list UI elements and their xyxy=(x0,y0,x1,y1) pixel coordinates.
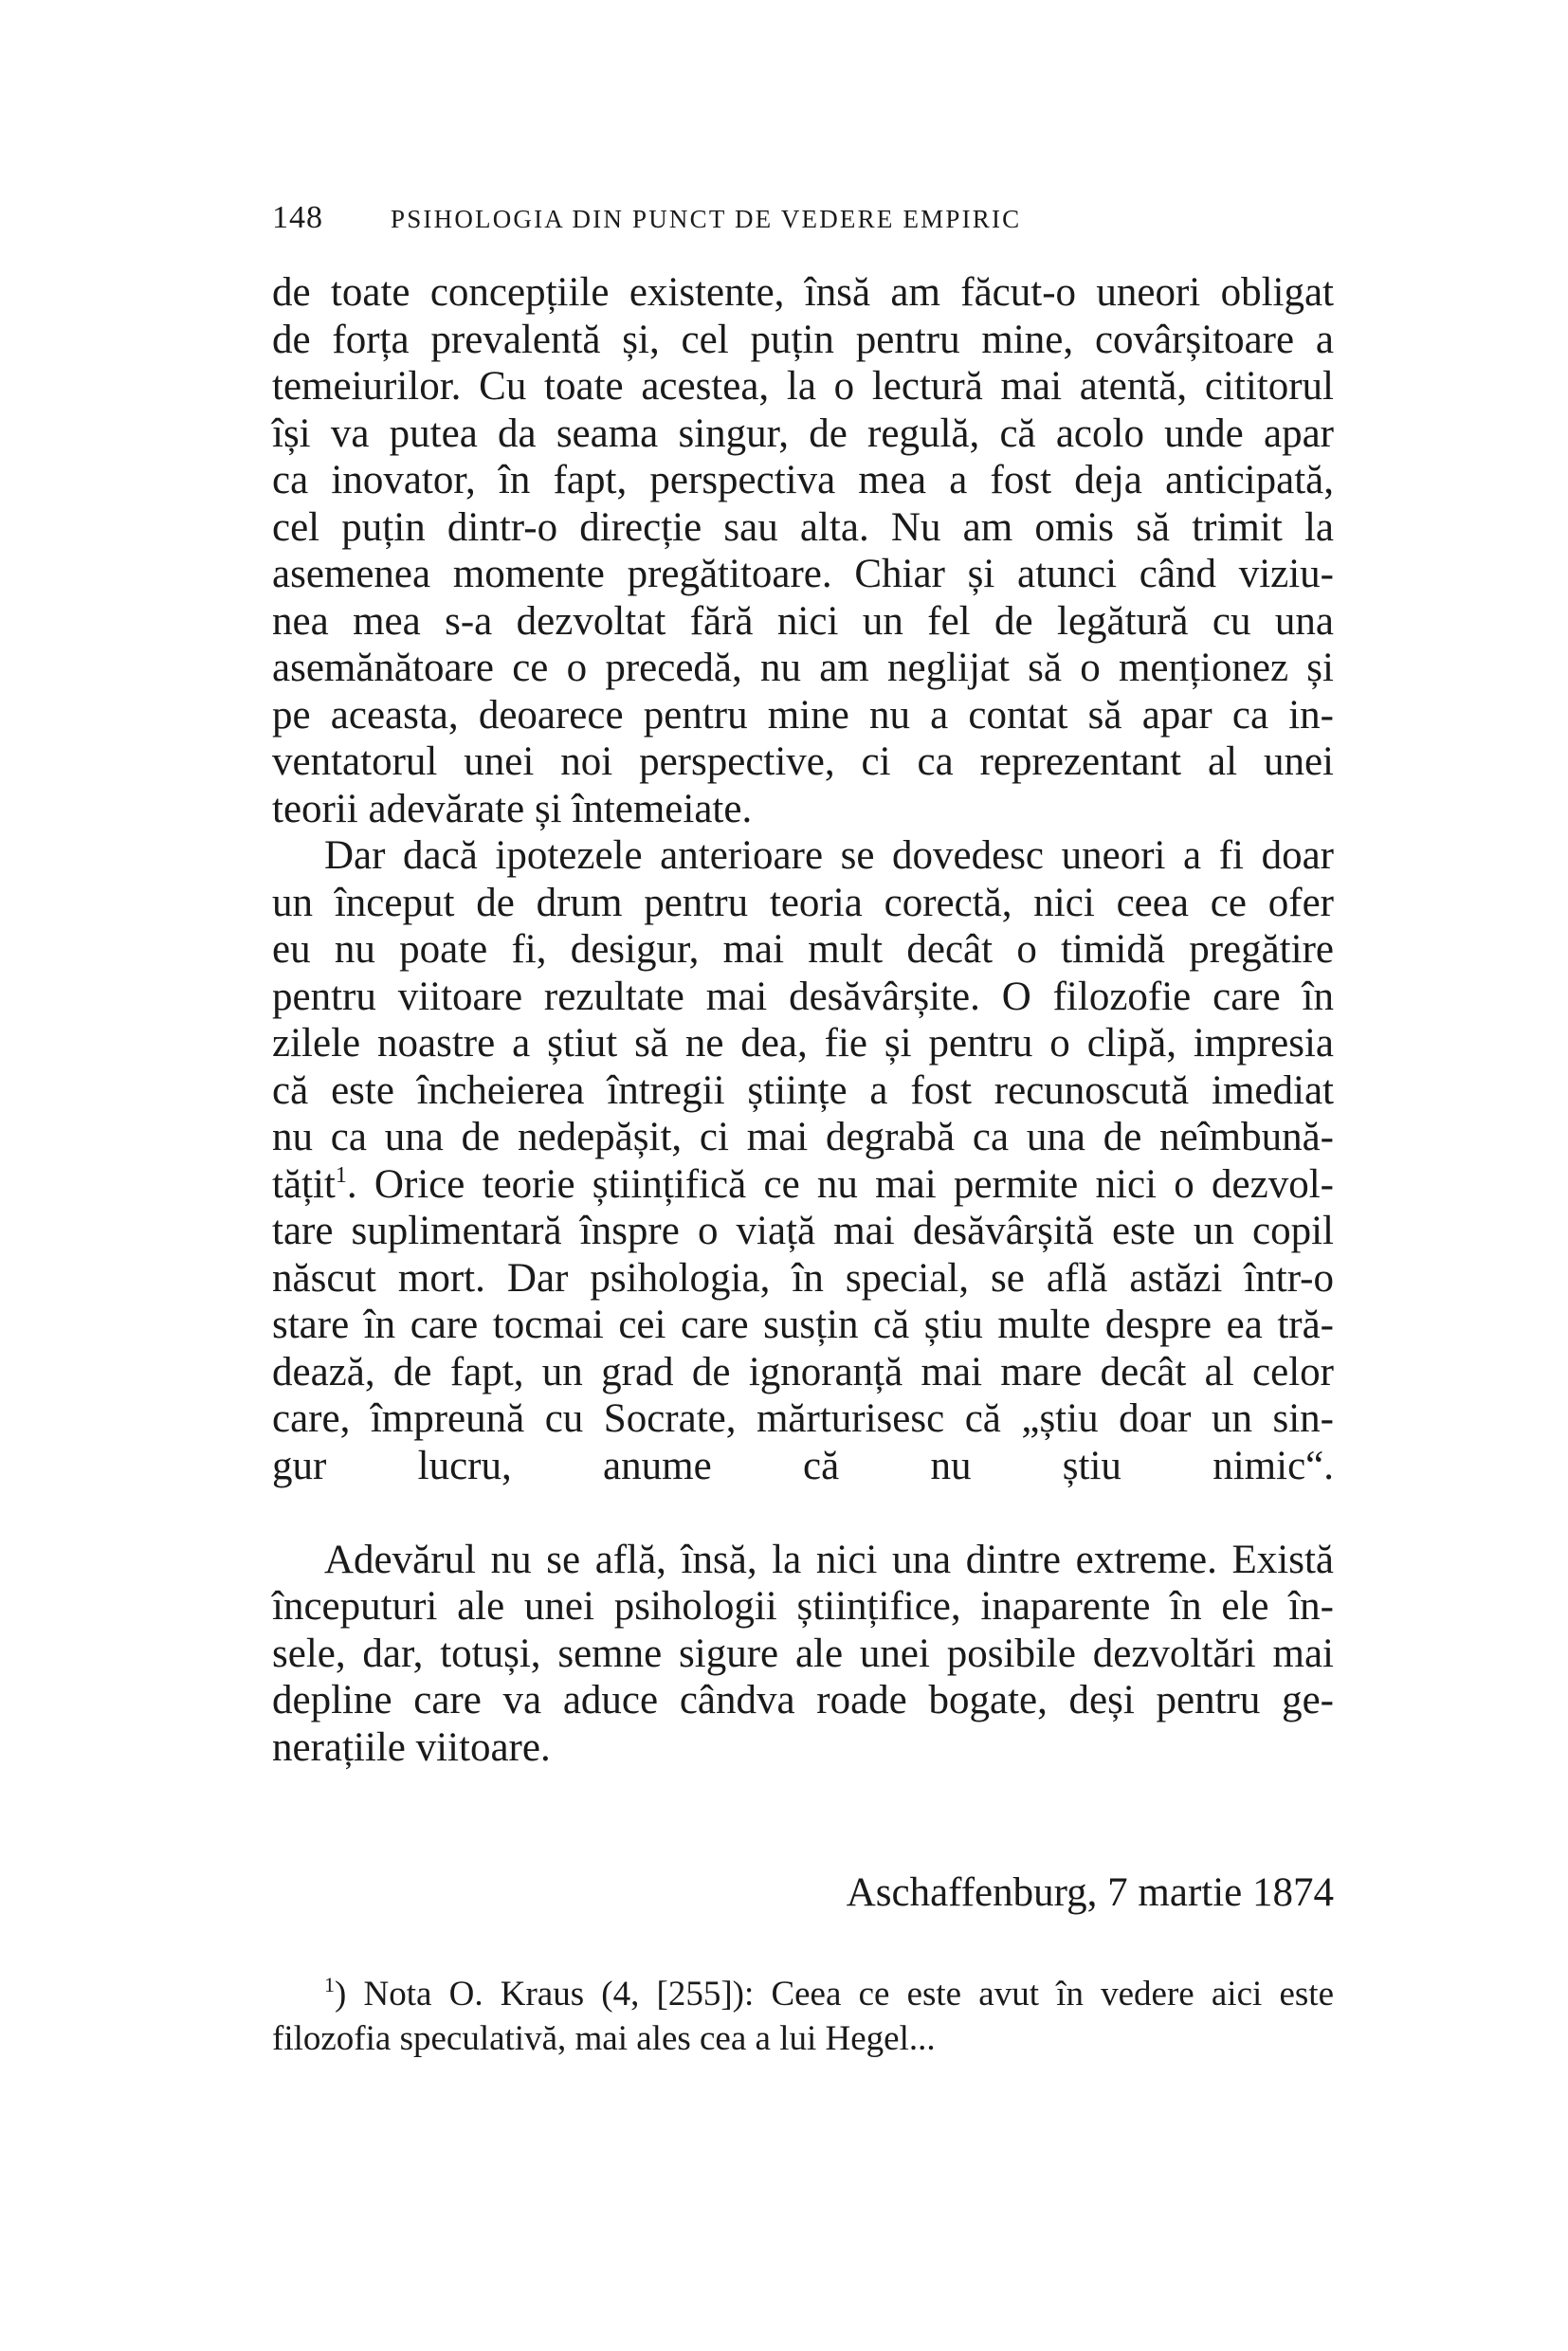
text-line: asemănătoare ce o precedă, nu am neglijat să o menționez și xyxy=(272,646,1334,690)
text-line: zilele noastre a știut să ne dea, fie și pentru o clipă, impresia xyxy=(272,1021,1334,1066)
paragraph-2 xyxy=(272,832,1334,1537)
text-line: eu nu poate fi, desigur, mai mult decât o timidă pregătire xyxy=(272,927,1334,972)
text-line: asemenea momente pregătitoare. Chiar și atunci când viziu- xyxy=(272,552,1334,596)
text-line: dează, de fapt, un grad de ignoranță mai mare decât al celor xyxy=(272,1349,1334,1394)
text-line: tare suplimentară înspre o viață mai desăvârșită este un copil xyxy=(272,1209,1334,1253)
running-header xyxy=(272,197,1334,239)
main-text xyxy=(272,269,1334,1771)
running-title: PSIHOLOGIA DIN PUNCT DE VEDERE EMPIRIC xyxy=(391,205,1022,233)
text-line: pentru viitoare rezultate mai desăvârșite. O filozofie care în xyxy=(272,974,1334,1019)
text-line: de forța prevalentă și, cel puțin pentru mine, covârșitoare a xyxy=(272,317,1334,362)
text-line: gur lucru, anume că nu știu nimic“. xyxy=(272,1443,1334,1488)
text-line: nea mea s-a dezvoltat fără nici un fel de legătură cu una xyxy=(272,598,1334,644)
footnote-line: filozofia speculativă, mai ales cea a lui Hegel... xyxy=(272,2019,936,2058)
paragraph-3 xyxy=(272,1537,1334,1772)
signature-place-date: Aschaffenburg, 7 martie 1874 xyxy=(846,1870,1334,1915)
text-line xyxy=(272,1489,1334,1537)
text-line: depline care va aduce cândva roade bogate, deși pentru ge- xyxy=(272,1678,1334,1722)
text-line: nu ca una de nedepășit, ci mai degrabă ca una de neîmbună- xyxy=(272,1115,1334,1159)
text-line: temeiurilor. Cu toate acestea, la o lectură mai atentă, cititorul xyxy=(272,364,1334,409)
footnote-text: ) Nota O. Kraus (4, [255]): Ceea ce este avut în vedere aici este xyxy=(335,1975,1334,2014)
page-number: 148 xyxy=(272,200,323,235)
text-line: teorii adevărate și întemeiate. xyxy=(272,786,753,831)
text-line: ca inovator, în fapt, perspectiva mea a fost deja anticipată, xyxy=(272,458,1334,502)
text-fragment: tățit xyxy=(272,1161,336,1207)
text-line: nerațiile viitoare. xyxy=(272,1724,551,1770)
text-line: începuturi ale unei psihologii științifice, inaparente în ele în- xyxy=(272,1584,1334,1629)
text-line: sele, dar, totuși, semne sigure ale unei posibile dezvoltări mai xyxy=(272,1631,1334,1676)
footnote-marker: 1 xyxy=(324,1973,335,1996)
text-line: născut mort. Dar psihologia, în special, se află astăzi într-o xyxy=(272,1255,1334,1301)
footnote xyxy=(272,1972,1334,2061)
text-line: pe aceasta, deoarece pentru mine nu a contat să apar ca in- xyxy=(272,692,1334,738)
text-line: Adevărul nu se află, însă, la nici una dintre extreme. Există xyxy=(324,1537,1334,1582)
footnote-line xyxy=(272,1972,1334,2016)
text-line: un început de drum pentru teoria corectă, nici ceea ce ofer xyxy=(272,880,1334,925)
text-line: cel puțin dintr-o direcție sau alta. Nu am omis să trimit la xyxy=(272,504,1334,550)
footnote-reference[interactable]: 1 xyxy=(335,1162,347,1188)
text-line-with-footnote-ref xyxy=(272,1161,1334,1209)
text-line: stare în care tocmai cei care susțin că știu multe despre ea tră- xyxy=(272,1303,1334,1347)
text-line: de toate concepțiile existente, însă am făcut-o uneori obligat xyxy=(272,270,1334,315)
text-line: Dar dacă ipotezele anterioare se dovedesc uneori a fi doar xyxy=(324,833,1334,878)
text-fragment: . Orice teorie științifică ce nu mai permite nici o dezvol- xyxy=(346,1161,1334,1207)
text-line: ventatorul unei noi perspective, ci ca reprezentant al unei xyxy=(272,739,1334,784)
text-line: își va putea da seama singur, de regulă, că acolo unde apar xyxy=(272,410,1334,456)
text-line: care, împreună cu Socrate, mărturisesc că „știu doar un sin- xyxy=(272,1396,1334,1441)
text-line: că este încheierea întregii științe a fost recunoscută imediat xyxy=(272,1067,1334,1113)
paragraph-1 xyxy=(272,269,1334,832)
